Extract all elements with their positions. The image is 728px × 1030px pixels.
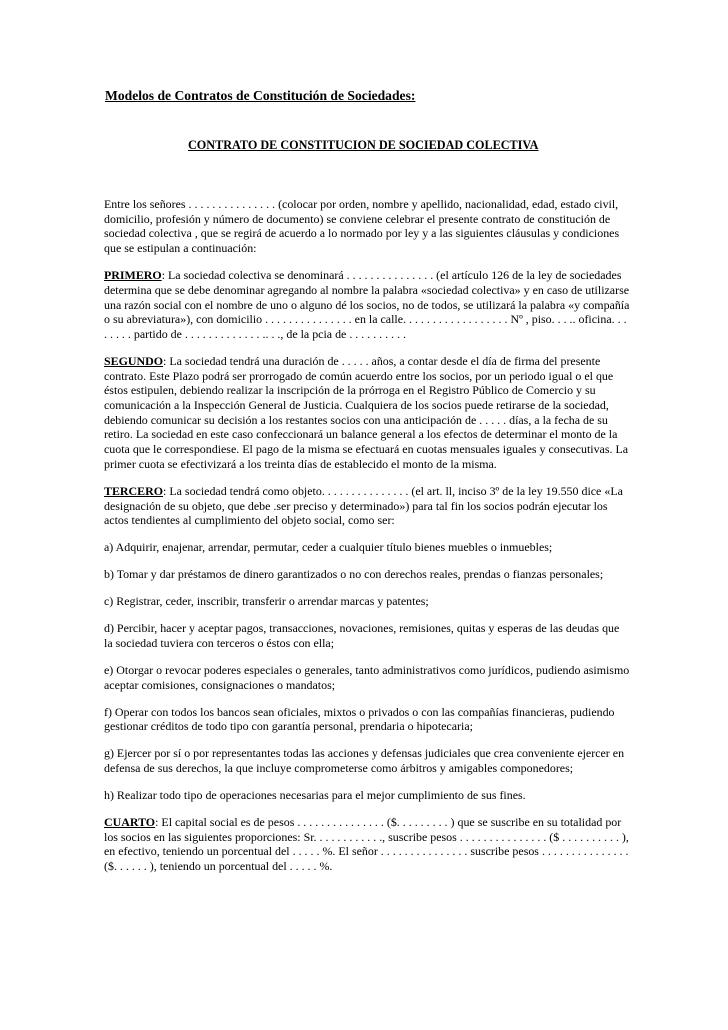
clause-cuarto-heading: CUARTO bbox=[104, 815, 156, 830]
clause-segundo-heading: SEGUNDO bbox=[104, 353, 164, 368]
clause-tercero-heading: TERCERO bbox=[104, 483, 164, 498]
object-item-f: f) Operar con todos los bancos sean oficiales, mixtos o privados o con las compañías financieras, pudiendo gestionar créditos de todo tipo con garantía personal, prendaria o hipotecaria; bbox=[104, 704, 615, 734]
contract-title: CONTRATO DE CONSTITUCION DE SOCIEDAD COLECTIVA bbox=[188, 138, 539, 152]
clause-primero-text: : La sociedad colectiva se denominará . . . . . . . . . . . . . . . (el artículo 126 de la ley de sociedades determina que se debe denominar agregando al nombre la palabra «sociedad colectiva» y en caso de utilizarse una razón social con el nombre de uno o alguno dé los socios, no de todos, se utilizará la palabra «y compañía o su abreviatura»), con domicilio . . . . . . . . . . . . . . . en la calle. . . . . . . . . . . . . . . . . . Nº , piso. . . .. oficina. . . . . . . . partido de . . . . . . . . . . . . . .. . ., de la pcia de . . . . . . . . . . bbox=[104, 268, 630, 341]
clause-segundo bbox=[104, 354, 630, 472]
object-item-h: h) Realizar todo tipo de operaciones necesarias para el mejor cumplimiento de sus fines. bbox=[104, 788, 526, 803]
clause-tercero bbox=[104, 484, 630, 528]
object-item-a: a) Adquirir, enajenar, arrendar, permutar, ceder a cualquier título bienes muebles o inmuebles; bbox=[104, 540, 553, 555]
object-item-e: e) Otorgar o revocar poderes especiales o generales, tanto administrativos como jurídicos, pudiendo asimismo aceptar comisiones, consignaciones o mandatos; bbox=[104, 662, 630, 692]
object-item-g: g) Ejercer por sí o por representantes todas las acciones y defensas judiciales que crea conveniente ejercer en defensa de sus derechos, la que incluye comprometerse como árbitros y amigables componedores; bbox=[104, 746, 625, 776]
object-item-b: b) Tomar y dar préstamos de dinero garantizados o no con derechos reales, prendas o fianzas personales; bbox=[104, 567, 604, 582]
clause-tercero-text: : La sociedad tendrá como objeto. . . . . . . . . . . . . . . (el art. ll, inciso 3º de la ley 19.550 dice «La designación de su objeto, que debe .ser preciso y determinado») para tal fin los socios podrán ejecutar los actos tendientes al cumplimiento del objeto social, como ser: bbox=[104, 483, 623, 528]
clause-cuarto bbox=[104, 815, 630, 874]
clause-primero bbox=[104, 268, 630, 342]
clause-cuarto-text: : El capital social es de pesos . . . . . . . . . . . . . . . ($. . . . . . . . . ) que se suscribe en su totalidad por los socios en las siguientes proporciones: Sr. . . . . . . . . . . ., suscribe pesos . . . . . . . . . . . . . . . ($ . . . . . . . . . . ), en efectivo, teniendo un porcentual del . . . . . %. El señor . . . . . . . . . . . . . . . suscribe pesos . . . . . . . . . . . . . . . ($. . . . . . ), teniendo un porcentual del . . . . . %. bbox=[104, 815, 629, 874]
object-item-d: d) Percibir, hacer y aceptar pagos, transacciones, novaciones, remisiones, quitas y esperas de las deudas que la sociedad tuviera con terceros o éstos con ella; bbox=[104, 621, 620, 650]
preamble-paragraph: Entre los señores . . . . . . . . . . . . . . . (colocar por orden, nombre y apellido, nacionalidad, edad, estado civil, domicilio, profesión y número de documento) se conviene celebrar el presente contrato de constitución de sociedad colectiva , que se regirá de acuerdo a lo normado por ley y a las siguientes cláusulas y condiciones que se estipulan a continuación: bbox=[104, 197, 620, 256]
contract-body bbox=[104, 197, 630, 886]
clause-segundo-text: : La sociedad tendrá una duración de . . . . . años, a contar desde el día de firma del presente contrato. Este Plazo podrá ser prorrogado de común acuerdo entre los socios, por un periodo igual o el que éstos estipulen, debiendo realizar la inscripción de la prórroga en el Registro Público de Comercio y su comunicación a la Inspección General de Justicia. Cualquiera de los socios puede retirarse de la sociedad, debiendo comunicar su decisión a los restantes socios con una anticipación de . . . . . días, a la fecha de su retiro. La sociedad en este caso confeccionará un balance general a los efectos de determinar el monto de la cuota que le correspondiese. El pago de la misma se efectuará en cuotas mensuales iguales y consecutivas. La primer cuota se efectivizará a los treinta días de establecido el monto de la misma. bbox=[104, 353, 629, 471]
clause-primero-heading: PRIMERO bbox=[104, 268, 162, 283]
document-title: Modelos de Contratos de Constitución de Sociedades: bbox=[105, 88, 416, 103]
object-item-c: c) Registrar, ceder, inscribir, transferir o arrendar marcas y patentes; bbox=[104, 594, 429, 609]
